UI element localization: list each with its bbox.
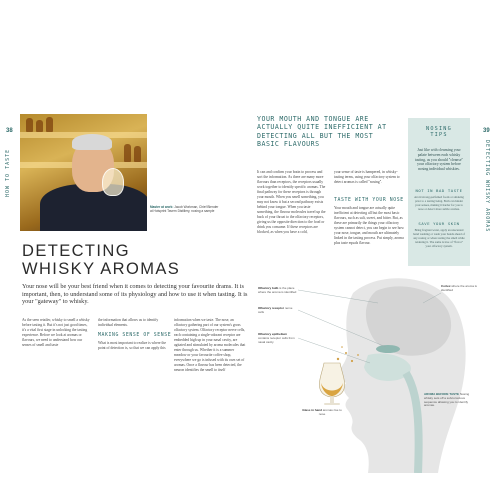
olfactory-diagram [258,263,478,473]
title-line-1: DETECTING [22,242,130,260]
intro-paragraph: Your nose will be your best friend when it comes to detecting your favourite drams. It is important, then, to understand some of its physiology and how to use it when tasting. It is your "gateway" to whisky. [22,283,248,306]
left-column-1: As the seen retailer, whisky to smell a whisky before tasting it. But it's not just good times, it's a vital first stage in unlocking the tasting experience. Before we look at aromas or flavours, we need to understand how our senses of smell and taste [22,318,90,347]
label-cortex-text: where the aroma is identified [441,284,477,292]
left-column-2b: What is most important to realize is where the point of detection is, so that we can apply this [98,341,166,350]
right-headline: YOUR MOUTH AND TONGUE ARE ACTUALLY QUITE INEFFICIENT AT DETECTING ALL BUT THE MOST BASIC FLAVOURS [257,115,387,148]
label-aroma-before-taste [424,393,474,408]
right-column-2: your sense of taste is hampered, in whisky-tasting terms, using your olfactory system to detect aromas is called "nosing". [334,170,400,184]
tip-2-heading: SAVE YOUR SKIN [418,221,460,226]
left-column-3: information when we taste. The nose, an olfactory gathering part of our system's gross olfactory system. Olfactory receptor nerve cells, each containing a single-odorant receptor are embedded high up in your nasal cavity, are agitated and stimulated by aroma molecules that enter through us. Whether it is a summer meadow or your favourite coffee shop, everywhere we go is infused with its own set of aromas. Once a flavour has been detected, the neuron identifies the smell to itself [174,318,246,372]
label-taste-text: Nosing whisky sets off a subconscious sequence allowing you to identify aromas. [424,392,470,408]
label-epithelium-text: contains receptor cells from nasal cavity [258,335,295,344]
right-column-2b: Your mouth and tongue are actually quite inefficient at detecting all but the most basic flavours, such as salt, sweet, and bitter. But, as these are primarily the things your olfactory system cannot detect, you can begin to see how your nose, tongue, and mouth are ultimately linked in the tasting process. Put simply, aroma plus taste equals flavour. [334,206,404,245]
running-head-right: DETECTING WHISKY AROMAS [484,140,490,233]
page-number-right: 39 [483,128,490,134]
label-receptors-text: nerve cells [258,306,293,314]
page-title [22,242,180,278]
label-glass [302,409,342,417]
label-cortex-bold: Cortex [441,284,451,288]
left-column-2: the information that allows us to identify individual elements. [98,318,159,327]
tips-title-line-2: TIPS [430,132,448,139]
label-olfactory-bulb [258,287,298,295]
label-taste-bold: AROMA BEFORE TASTE [424,392,459,396]
caption-text: Jacob Workman, Chief Blender at Hotsprint Tavern Distillery, nosing a sample [150,205,219,214]
title-line-2: WHISKY AROMAS [22,260,181,278]
label-olfactory-epithelium [258,333,298,344]
nosing-tips-box [408,118,470,266]
hero-photo [20,114,147,231]
tips-title [408,126,470,138]
photo-caption [150,205,220,214]
right-subhead: TASTE WITH YOUR NOSE [334,198,404,203]
label-epithelium-bold: Olfactory epithelium [258,332,288,336]
label-olfactory-receptors [258,307,298,315]
olfactory-bulb [376,345,400,353]
label-olfactory-bulb-bold: Olfactory bulb [258,286,279,290]
tip-1-text: Avoid strong-perfumed foods or smoking prior to a tasting being. Both can hinder your senses, making it harder for you to nose or detect more subtle aromas. [414,195,464,212]
tips-title-line-1: NOSING [426,126,452,132]
right-column-1: It can and confirm your brain to process and sort the information. As there are many more flavours than receptors, the receptors usually work together to identify specific aromas. The final pathway for these receptors is through your mouth. When you smell something, you may not know it but a second pathway exists behind your tongue. When you taste something, the flavour molecules travel up the back of your throat to the olfactory receptors, giving us the opposite direction to the food or drink you consume. If these receptors are blocked, as when you have a cold, [257,170,326,234]
tip-2-text: Bring fragrant water, apply an unscented hand washing or wash your hands ahead of any nosing or when tasting the smell while retaining it. The same is true of "flavor" your olfactory system. [413,228,465,249]
label-glass-text: aromas rise to nose [318,408,342,416]
tip-1-heading: NOT IN BAD TASTE [415,188,463,193]
left-subhead: MAKING SENSE OF SENSE [98,333,172,338]
caption-bold: Master at work: [150,205,174,209]
tips-intro: Just like with cleansing your palate between each whisky tasting, as you should "cleanse" your olfactory system before nosing individual whiskies. [414,148,464,172]
running-head-left: HOW TO TASTE [5,148,11,197]
glencairn-glass [319,363,344,405]
page-number-left: 38 [6,128,13,134]
label-receptors-bold: Olfactory receptor [258,306,285,310]
label-glass-bold: Glass in hand [302,408,322,412]
label-olfactory-bulb-text: is the place where the aroma is identified [258,286,297,294]
label-cortex [441,285,477,293]
